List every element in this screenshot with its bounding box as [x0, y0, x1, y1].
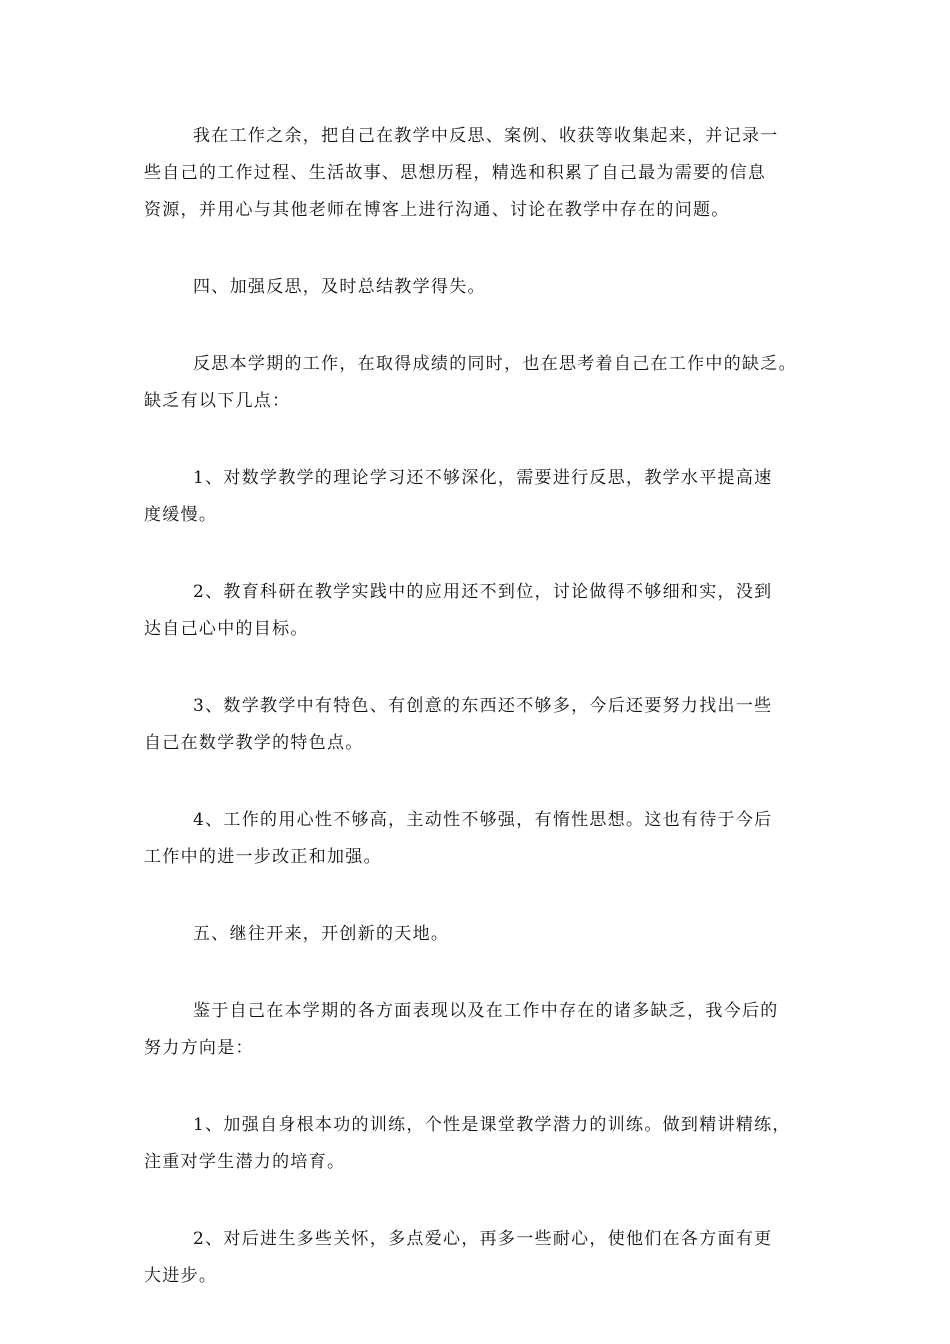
- paragraph-line: 资源，并用心与其他老师在博客上进行沟通、讨论在教学中存在的问题。: [144, 200, 730, 220]
- section-heading-four: [144, 269, 824, 306]
- paragraph-reflection-collection: [144, 118, 824, 229]
- paragraph-line: 工作中的进一步改正和加强。: [144, 847, 382, 867]
- paragraph-line: 鉴于自己在本学期的各方面表现以及在工作中存在的诸多缺乏，我今后的: [193, 1001, 779, 1021]
- paragraph-line: 反思本学期的工作，在取得成绩的同时，也在思考着自己在工作中的缺乏。: [193, 354, 797, 374]
- list-item-shortcoming-4: [144, 802, 824, 876]
- paragraph-line: 大进步。: [144, 1266, 218, 1286]
- paragraph-line: 2、教育科研在教学实践中的应用还不到位，讨论做得不够细和实，没到: [193, 582, 773, 602]
- paragraph-line: 1、对数学教学的理论学习还不够深化，需要进行反思，教学水平提高速: [193, 468, 773, 488]
- list-item-shortcoming-3: [144, 688, 824, 762]
- section-heading-five: [144, 916, 824, 953]
- paragraph-line: 我在工作之余，把自己在教学中反思、案例、收获等收集起来，并记录一: [193, 126, 779, 146]
- paragraph-line: 些自己的工作过程、生活故事、思想历程，精选和积累了自己最为需要的信息: [144, 163, 767, 183]
- heading-line: 四、加强反思，及时总结教学得失。: [193, 277, 486, 297]
- paragraph-future-direction: [144, 993, 824, 1067]
- paragraph-line: 度缓慢。: [144, 505, 218, 525]
- paragraph-line: 2、对后进生多些关怀，多点爱心，再多一些耐心，使他们在各方面有更: [193, 1229, 773, 1249]
- list-item-shortcoming-2: [144, 574, 824, 648]
- paragraph-line: 缺乏有以下几点：: [144, 391, 291, 411]
- list-item-direction-2: [144, 1221, 824, 1295]
- heading-line: 五、继往开来，开创新的天地。: [193, 924, 450, 944]
- paragraph-line: 1、加强自身根本功的训练，个性是课堂教学潜力的训练。做到精讲精练，: [193, 1115, 791, 1135]
- document-body: [144, 118, 824, 1335]
- list-item-shortcoming-1: [144, 460, 824, 534]
- list-item-direction-1: [144, 1107, 824, 1181]
- paragraph-line: 3、数学教学中有特色、有创意的东西还不够多，今后还要努力找出一些: [193, 696, 773, 716]
- paragraph-shortcomings-intro: [144, 346, 824, 420]
- paragraph-line: 达自己心中的目标。: [144, 619, 309, 639]
- paragraph-line: 努力方向是：: [144, 1038, 254, 1058]
- paragraph-line: 4、工作的用心性不够高，主动性不够强，有惰性思想。这也有待于今后: [193, 810, 773, 830]
- paragraph-line: 注重对学生潜力的培育。: [144, 1152, 346, 1172]
- paragraph-line: 自己在数学教学的特色点。: [144, 733, 364, 753]
